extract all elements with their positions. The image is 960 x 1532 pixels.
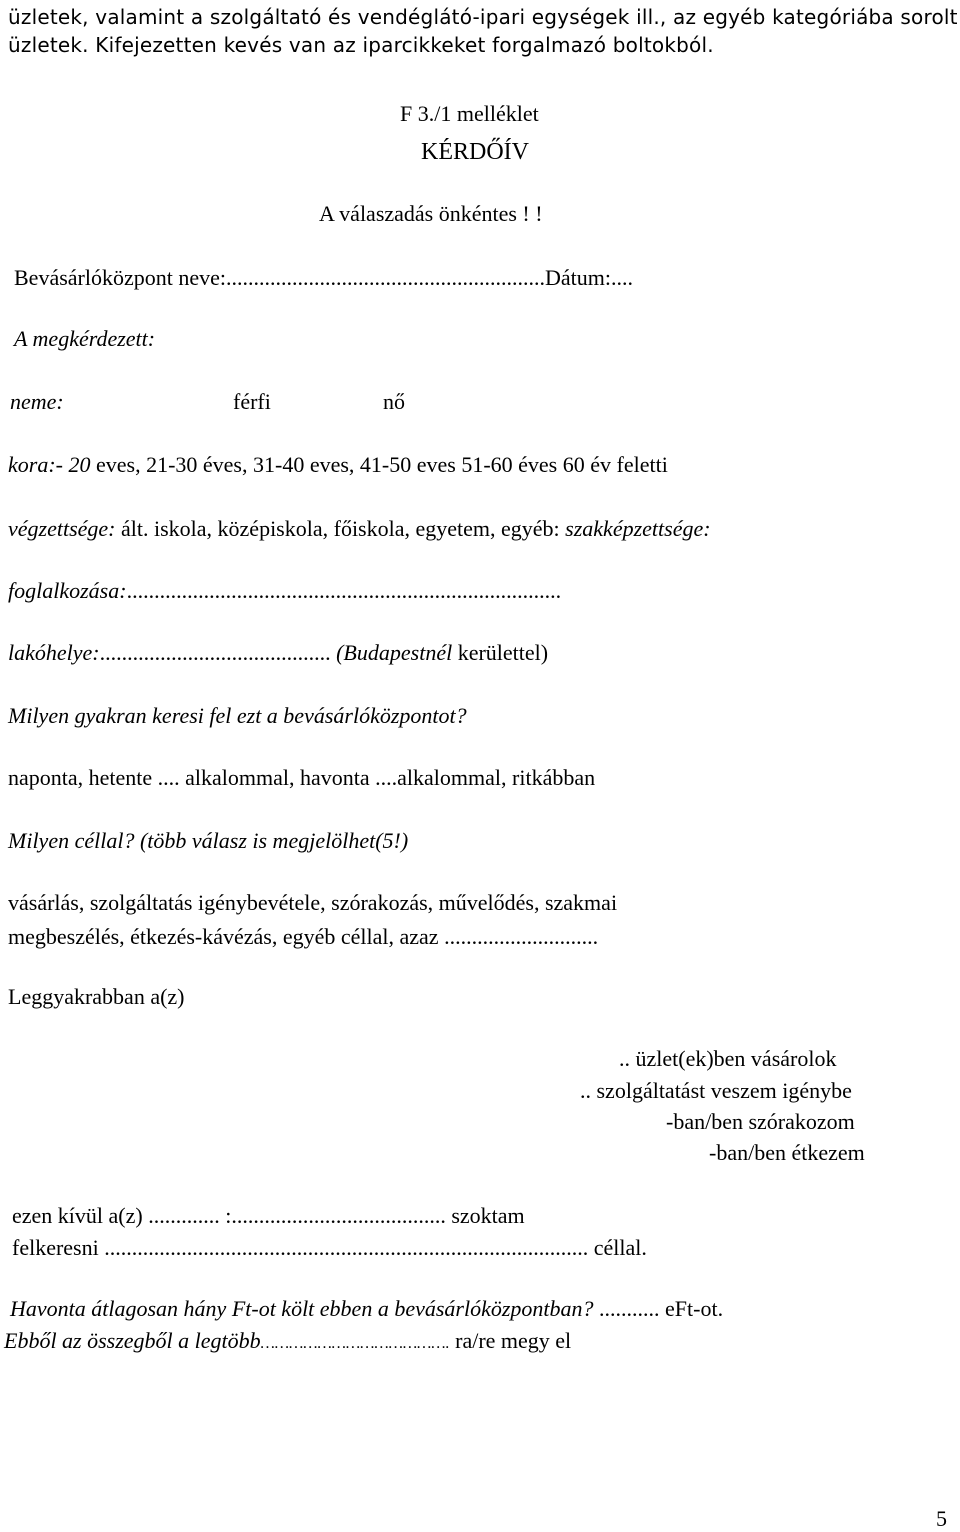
- residence-field: ..........................................: [99, 640, 331, 665]
- besides-label: ezen kívül a(z) ............. :: [12, 1203, 232, 1228]
- page-number: 5: [936, 1506, 947, 1531]
- mall-name-line: [14, 265, 633, 291]
- gender-option-female: nő: [383, 389, 405, 414]
- besides-verb: szoktam: [451, 1203, 525, 1228]
- largest-share-line: [4, 1328, 571, 1357]
- residence-label: lakóhelye:: [8, 640, 100, 665]
- education-options: ált. iskola, középiskola, főiskola, egyetem, egyéb:: [121, 516, 560, 541]
- mall-name-field: ..........................................................: [226, 265, 545, 290]
- most-often-item: .. üzlet(ek)ben vásárolok: [619, 1046, 837, 1071]
- largest-share-rest: ra/re megy el: [455, 1328, 572, 1353]
- most-often-item: -ban/ben szórakozom: [666, 1109, 855, 1134]
- mall-name-label: Bevásárlóközpont neve:: [14, 265, 226, 290]
- most-often-label: Leggyakrabban a(z): [8, 984, 185, 1009]
- spending-answer: ........... eFt-ot.: [599, 1296, 724, 1321]
- largest-share-label: Ebből az összegből a legtöbb: [4, 1328, 261, 1353]
- voluntary-note: A válaszadás önkéntes ! !: [319, 201, 543, 226]
- gender-option-male: férfi: [233, 389, 271, 414]
- gender-label: neme:: [10, 389, 64, 414]
- besides-field: .......................................: [231, 1203, 446, 1228]
- purpose-options-line-2: megbeszélés, étkezés-kávézás, egyéb céllal, azaz ............................: [8, 924, 599, 949]
- residence-note: kerülettel): [457, 640, 549, 665]
- largest-share-field: ………………………………….: [260, 1335, 450, 1352]
- most-often-item: .. szolgáltatást veszem igénybe: [580, 1078, 852, 1103]
- respondent-heading: A megkérdezett:: [14, 326, 156, 351]
- frequency-question: Milyen gyakran keresi fel ezt a bevásárlóközpontot?: [8, 703, 467, 728]
- besides-line-2: felkeresni ........................................................................................ céllal.: [12, 1235, 647, 1260]
- education-line: [8, 516, 711, 542]
- residence-note-italic: (Budapestnél: [336, 640, 453, 665]
- intro-line-1: üzletek, valamint a szolgáltató és vendéglátó-ipari egységek ill., az egyéb kategóriába sorolt: [8, 5, 958, 29]
- most-often-item: -ban/ben étkezem: [709, 1140, 865, 1165]
- date-field: ....: [611, 265, 633, 290]
- qualification-label: szakképzettsége:: [565, 516, 711, 541]
- education-label: végzettsége:: [8, 516, 116, 541]
- age-options: eves, 21-30 éves, 31-40 eves, 41-50 eves 51-60 éves 60 év feletti: [95, 452, 668, 477]
- spending-line: [10, 1296, 723, 1322]
- page-title: KÉRDŐÍV: [421, 139, 529, 165]
- residence-line: [8, 640, 548, 666]
- annex-label: F 3./1 melléklet: [400, 101, 539, 126]
- occupation-label: foglalkozása:: [8, 578, 127, 603]
- intro-line-2: üzletek. Kifejezetten kevés van az iparcikkeket forgalmazó boltokból.: [8, 33, 714, 57]
- frequency-options: naponta, hetente .... alkalommal, havonta ....alkalommal, ritkábban: [8, 765, 596, 790]
- age-line: [8, 452, 668, 478]
- purpose-options-line-1: vásárlás, szolgáltatás igénybevétele, szórakozás, művelődés, szakmai: [8, 890, 618, 915]
- occupation-line: [8, 578, 561, 604]
- age-label: kora:- 20: [8, 452, 91, 477]
- occupation-field: ...............................................................................: [126, 578, 562, 603]
- date-label: Dátum:: [545, 265, 611, 290]
- besides-line-1: [12, 1203, 525, 1229]
- spending-question: Havonta átlagosan hány Ft-ot költ ebben a bevásárlóközpontban?: [10, 1296, 594, 1321]
- purpose-question: Milyen céllal? (több válasz is megjelölhet(5!): [8, 828, 409, 853]
